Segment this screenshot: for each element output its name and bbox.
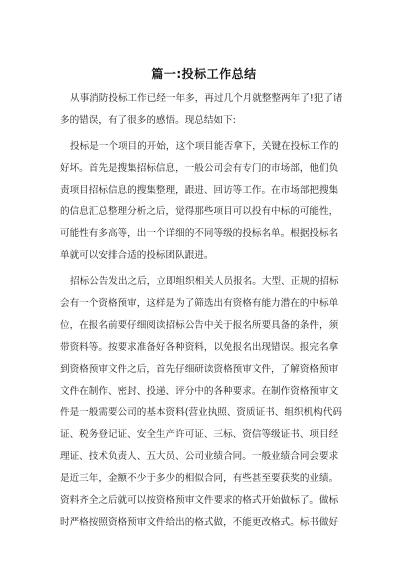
text-line: 单就可以安排合适的投标团队跟进。 — [60, 250, 214, 262]
paragraph — [60, 136, 366, 267]
paragraph — [60, 271, 366, 534]
text-line: 投标是一个项目的开始，这个项目能否拿下，关键在投标工作的 — [70, 140, 339, 152]
document-title: 篇一:投标工作总结 — [151, 67, 257, 81]
text-line: 资料齐全之后就可以按资格预审文件要求的格式开始做标了。做标 — [60, 495, 339, 507]
text-line: 责项目招标信息的搜集整理，跟进、回访等工作。在市场部把搜集 — [60, 184, 339, 196]
text-line: 带资料等。按要求准备好各种资料，以免报名出现错误。报完名拿 — [60, 341, 339, 353]
text-line: 理证、技术负责人、五大员、公司业绩合同。一般业绩合同会要求 — [60, 451, 339, 463]
text-line: 会有一个资格预审，这样是为了筛选出有资格有能力潜在的中标单 — [60, 298, 339, 310]
text-line: 可能性有多高等，出一个详细的不同等级的投标名单。根据投标名 — [60, 228, 339, 240]
text-line: 多的错误，有了很多的感悟。现总结如下: — [60, 114, 236, 126]
text-line: 时严格按照资格预审文件给出的格式做，不能更改格式。标书做好 — [60, 516, 339, 528]
text-line: 到资格预审文件之后，首先仔细研读资格预审文件，了解资格预审 — [60, 363, 339, 375]
document-body — [60, 88, 366, 534]
paragraph — [60, 88, 366, 132]
text-line: 从事消防投标工作已经一年多，再过几个月就整整两年了!犯了诸 — [70, 93, 343, 104]
text-line: 证、税务登记证、安全生产许可证、三标、资信等级证书、项目经 — [60, 429, 339, 441]
text-line: 是近三年，金额不少于多少的相似合同，有些甚至要获奖的业绩。 — [60, 473, 339, 485]
text-line: 位，在报名前要仔细阅读招标公告中关于报名所要具备的条件，须 — [60, 319, 339, 331]
text-line: 好坏。首先是搜集招标信息，一般公司会有专门的市场部，他们负 — [60, 162, 339, 174]
text-line: 的信息汇总整理分析之后，觉得那些项目可以投有中标的可能性， — [60, 206, 339, 218]
text-line: 件是一般需要公司的基本资料(营业执照、资质证书、组织机构代码 — [60, 407, 342, 419]
text-line: 文件在制作、密封、投递、评分中的各种要求。在制作资格预审文 — [60, 385, 339, 397]
text-line: 招标公告发出之后，立即组织相关人员报名。大型、正规的招标 — [70, 276, 339, 288]
